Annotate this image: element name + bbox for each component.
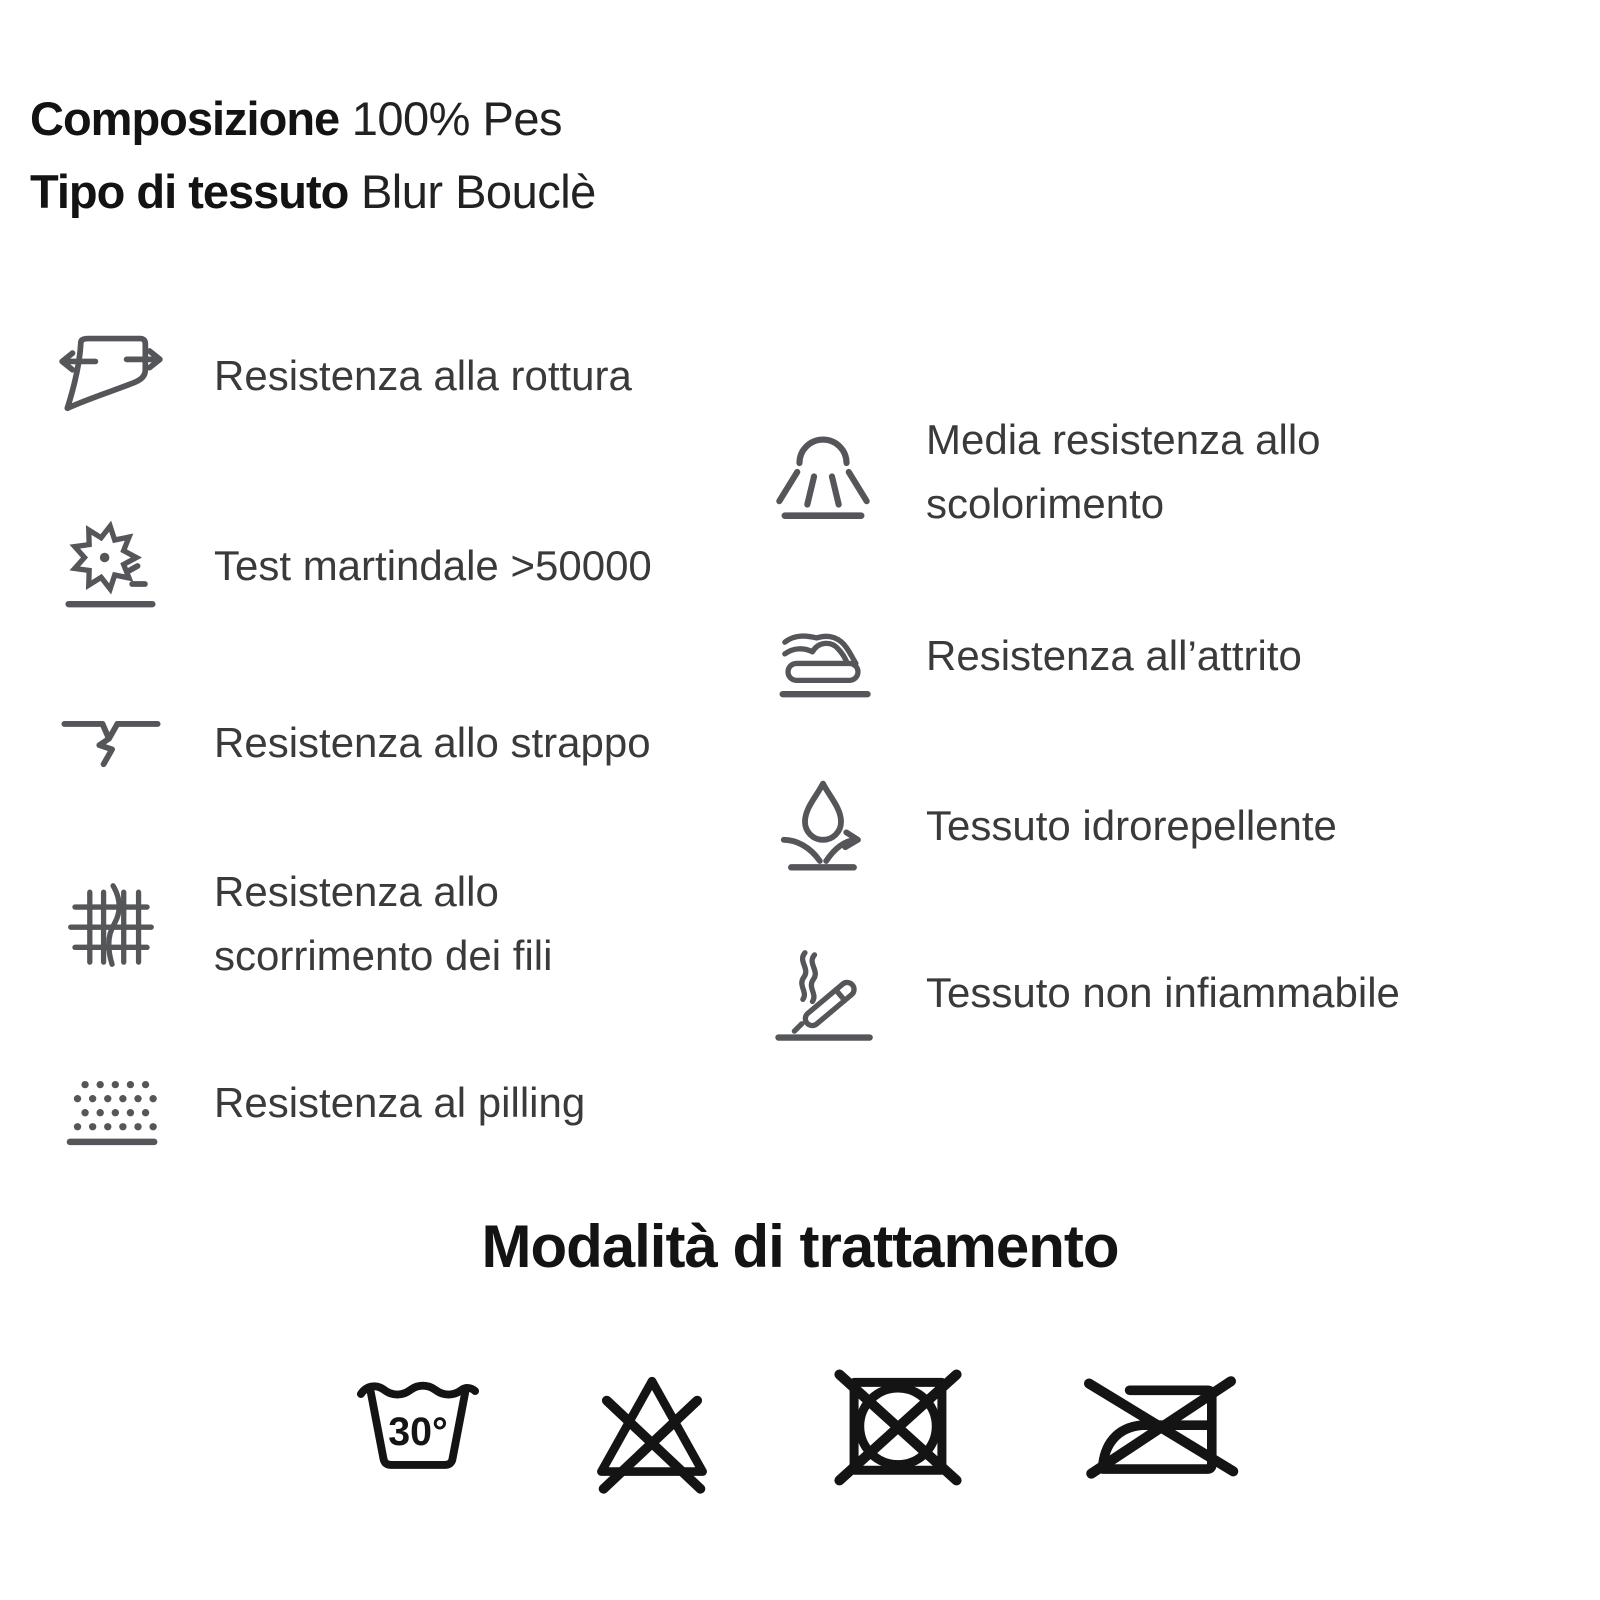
feature-row <box>50 505 714 627</box>
feature-label: Resistenza al pilling <box>214 1079 586 1127</box>
feature-label: Tessuto non infiammabile <box>926 969 1400 1017</box>
feature-label: Tessuto idrorepellente <box>926 802 1337 850</box>
feature-label: Media resistenza allo scolorimento <box>926 416 1321 527</box>
do-not-bleach-icon <box>582 1353 722 1503</box>
composition-line <box>30 82 596 155</box>
treatment-title: Modalità di trattamento <box>481 1213 1119 1280</box>
fabric-type-label: Tipo di tessuto <box>30 165 349 218</box>
fabric-type-line <box>30 155 596 228</box>
pilling-dots-icon <box>57 1049 165 1157</box>
feature-row <box>762 408 1441 536</box>
do-not-iron-icon <box>1074 1352 1246 1504</box>
martindale-abrasion-icon <box>58 513 164 619</box>
do-not-tumble-dry-icon <box>822 1352 974 1504</box>
water-drop-icon <box>770 769 876 883</box>
fabric-type-value: Blur Bouclè <box>360 165 596 218</box>
feature-label: Resistenza allo scorrimento dei fili <box>214 868 553 979</box>
feature-row <box>762 765 1441 887</box>
feature-label: Resistenza allo strappo <box>214 719 651 767</box>
feature-row <box>50 682 714 804</box>
feature-label: Test martindale >50000 <box>214 542 652 590</box>
feature-row <box>762 595 1441 717</box>
feature-row <box>50 315 714 437</box>
composition-value: 100% Pes <box>351 92 563 145</box>
fabric-stretch-icon <box>52 324 170 428</box>
feature-row <box>762 932 1441 1054</box>
composition-label: Composizione <box>30 92 340 145</box>
header <box>30 82 596 228</box>
wash-temperature-label: 30° <box>388 1410 448 1455</box>
tear-icon <box>58 690 164 796</box>
thread-slippage-icon <box>58 871 164 977</box>
feature-row <box>50 860 714 988</box>
feature-label: Resistenza all’attrito <box>926 632 1302 680</box>
cigarette-icon <box>770 936 876 1050</box>
hand-friction-icon <box>767 603 879 709</box>
feature-label: Resistenza alla rottura <box>214 352 632 400</box>
feature-row <box>50 1042 714 1164</box>
sun-fade-icon <box>767 416 879 528</box>
wash-30-icon <box>354 1353 482 1503</box>
care-symbols-row <box>0 1352 1600 1504</box>
